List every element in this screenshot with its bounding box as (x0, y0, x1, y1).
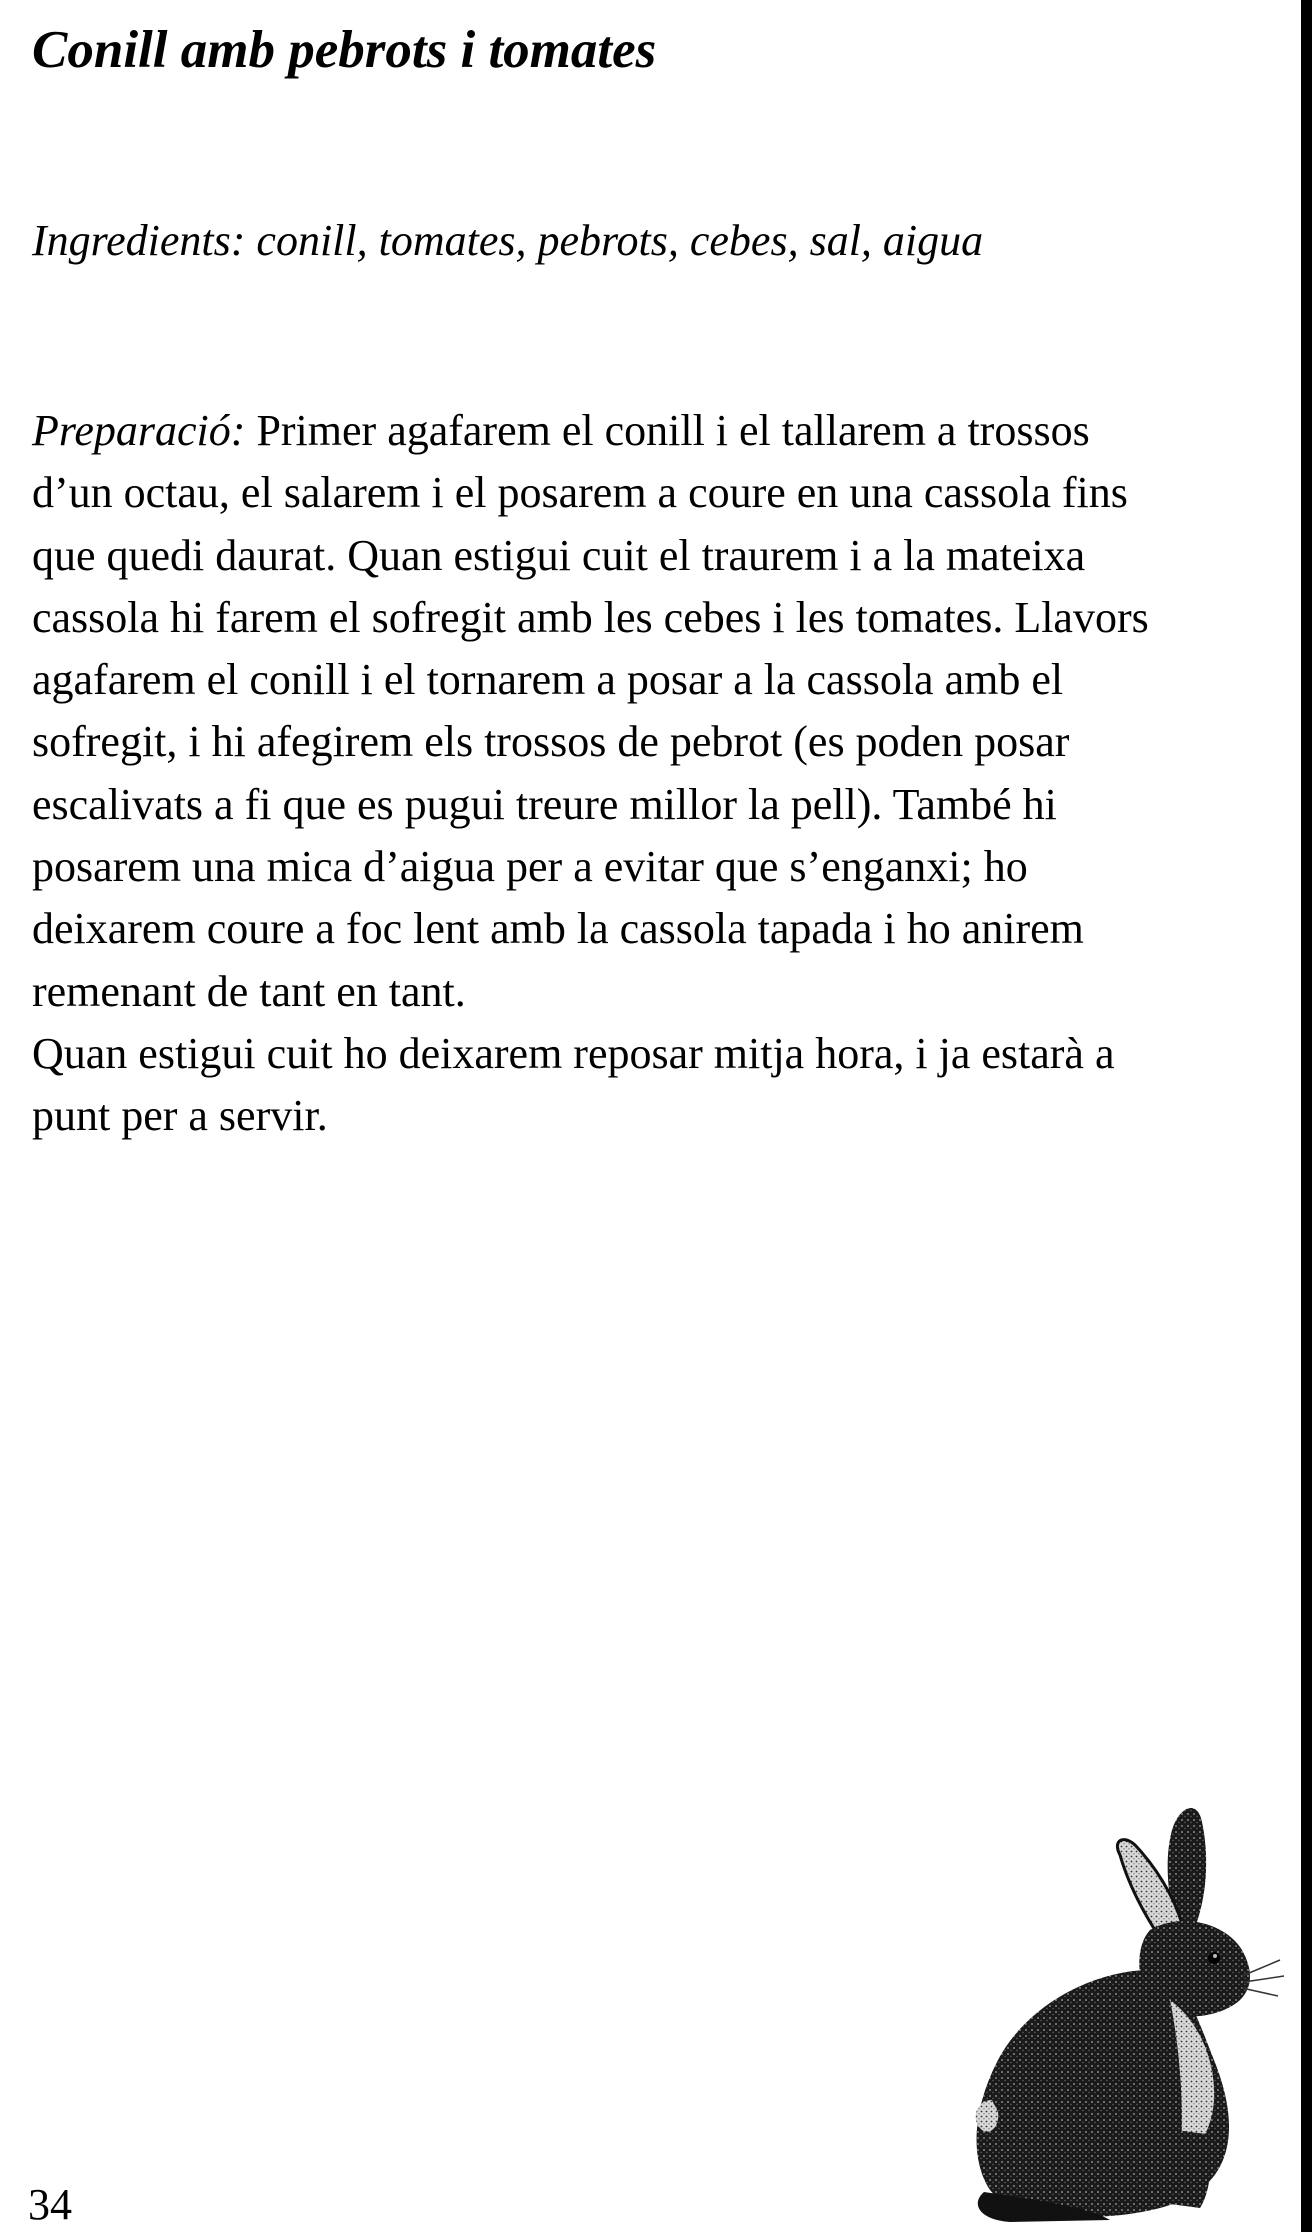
preparation-line-8: posarem una mica d’aigua per a evitar que s’enganxi; ho (32, 842, 1028, 892)
preparation-text (32, 400, 1294, 1148)
recipe-title: Conill amb pebrots i tomates (32, 21, 657, 79)
preparation-line-7: escalivats a fi que es pugui treure millor la pell). També hi (32, 779, 1057, 829)
preparation-label: Preparació: (32, 406, 246, 455)
page-edge-border (1301, 0, 1312, 2232)
preparation-line-1 (32, 400, 1294, 462)
rabbit-illustration-icon (880, 1800, 1312, 2230)
preparation-line-5: agafarem el conill i el tornarem a posar a la cassola amb el (32, 655, 1064, 705)
ingredients-line: Ingredients: conill, tomates, pebrots, cebes, sal, aigua (32, 216, 984, 265)
preparation-line-1-text: Primer agafarem el conill i el tallarem a trossos (245, 406, 1090, 455)
page-number: 34 (28, 2180, 72, 2229)
preparation-line-4: cassola hi farem el sofregit amb les cebes i les tomates. Llavors (32, 592, 1149, 642)
preparation-line-6: sofregit, i hi afegirem els trossos de pebrot (es poden posar (32, 717, 1070, 767)
preparation-line-9: deixarem coure a foc lent amb la cassola tapada i ho anirem (32, 904, 1084, 954)
preparation-line-3: que quedi daurat. Quan estigui cuit el traurem i a la mateixa (32, 530, 1086, 580)
preparation-line-12: punt per a servir. (32, 1091, 328, 1141)
preparation-line-10: remenant de tant en tant. (32, 966, 466, 1016)
preparation-line-11: Quan estigui cuit ho deixarem reposar mitja hora, i ja estarà a (32, 1028, 1115, 1078)
preparation-line-2: d’un octau, el salarem i el posarem a coure en una cassola fins (32, 468, 1128, 518)
